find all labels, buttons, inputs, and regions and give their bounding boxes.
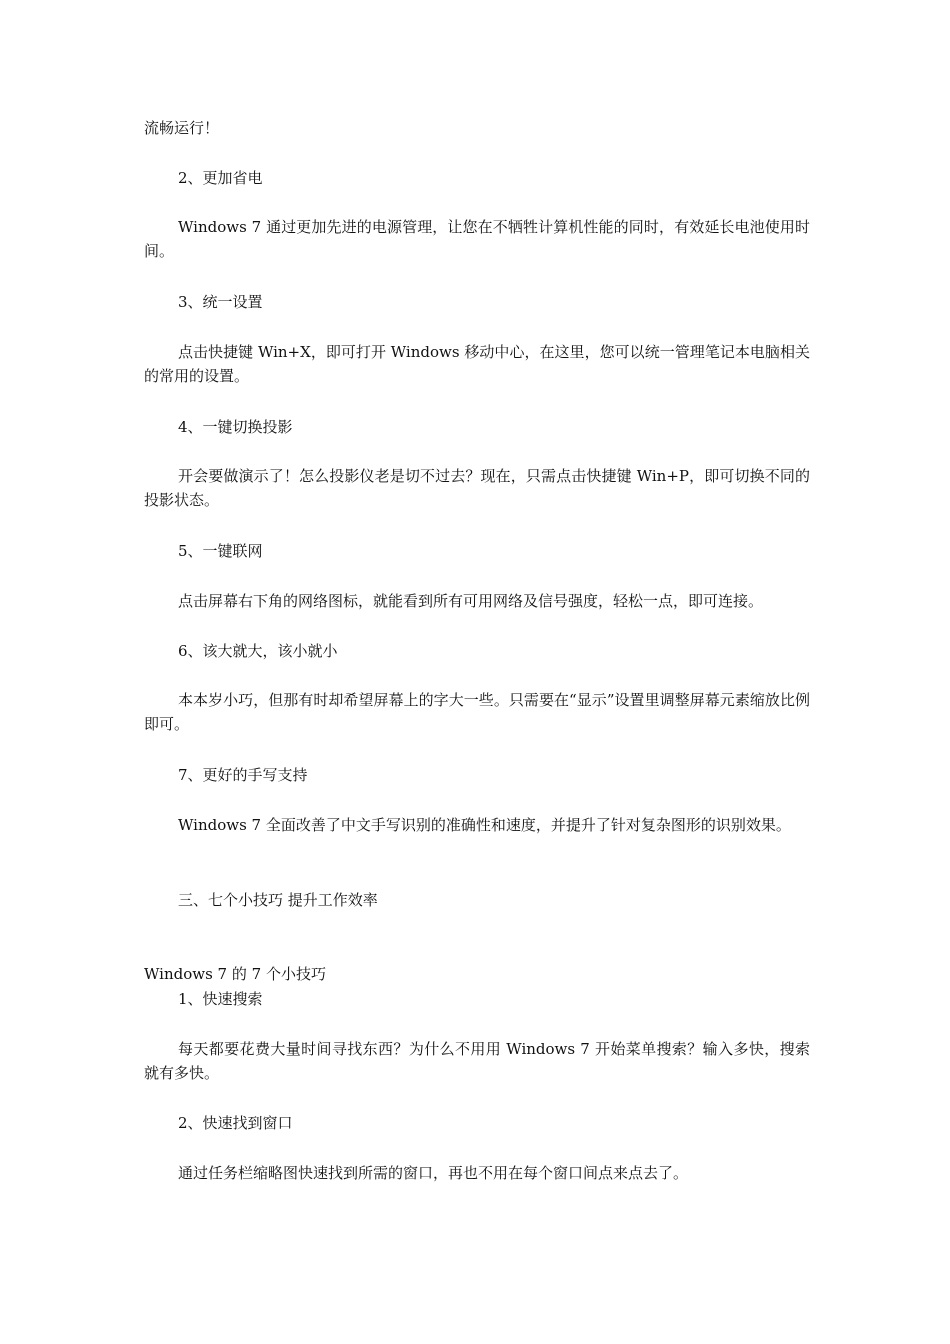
text-line-continuation: 流畅运行！ (144, 119, 220, 137)
paragraph-display-scaling: 本本岁小巧，但那有时却希望屏幕上的字大一些。只需要在“显示”设置里调整屏幕元素缩放比例即可。 (144, 691, 810, 733)
heading-power-saving: 2、更加省电 (178, 169, 263, 187)
paragraph-unified-settings: 点击快捷键 Win+X，即可打开 Windows 移动中心，在这里，您可以统一管理笔记本电脑相关的常用的设置。 (144, 343, 810, 385)
heading-network: 5、一键联网 (178, 542, 263, 560)
heading-display-scaling: 6、该大就大，该小就小 (178, 642, 338, 660)
heading-unified-settings: 3、统一设置 (178, 293, 263, 311)
subtitle-seven-tips: Windows 7 的 7 个小技巧 (144, 965, 326, 983)
paragraph-power-saving: Windows 7 通过更加先进的电源管理，让您在不牺牲计算机性能的同时，有效延长电池使用时间。 (144, 218, 810, 260)
paragraph-projection: 开会要做演示了！怎么投影仪老是切不过去？现在，只需点击快捷键 Win+P，即可切换不同的投影状态。 (144, 467, 810, 509)
section-heading-tips: 三、七个小技巧 提升工作效率 (178, 891, 378, 909)
heading-handwriting: 7、更好的手写支持 (178, 766, 308, 784)
paragraph-handwriting: Windows 7 全面改善了中文手写识别的准确性和速度，并提升了针对复杂图形的识别效果。 (178, 816, 791, 834)
paragraph-quick-search: 每天都要花费大量时间寻找东西？为什么不用用 Windows 7 开始菜单搜索？输入多快，搜索就有多快。 (144, 1040, 810, 1082)
paragraph-find-window: 通过任务栏缩略图快速找到所需的窗口，再也不用在每个窗口间点来点去了。 (178, 1164, 689, 1182)
heading-projection: 4、一键切换投影 (178, 418, 293, 436)
heading-find-window: 2、快速找到窗口 (178, 1114, 293, 1132)
paragraph-network: 点击屏幕右下角的网络图标，就能看到所有可用网络及信号强度，轻松一点，即可连接。 (178, 592, 764, 610)
heading-quick-search: 1、快速搜索 (178, 990, 263, 1008)
